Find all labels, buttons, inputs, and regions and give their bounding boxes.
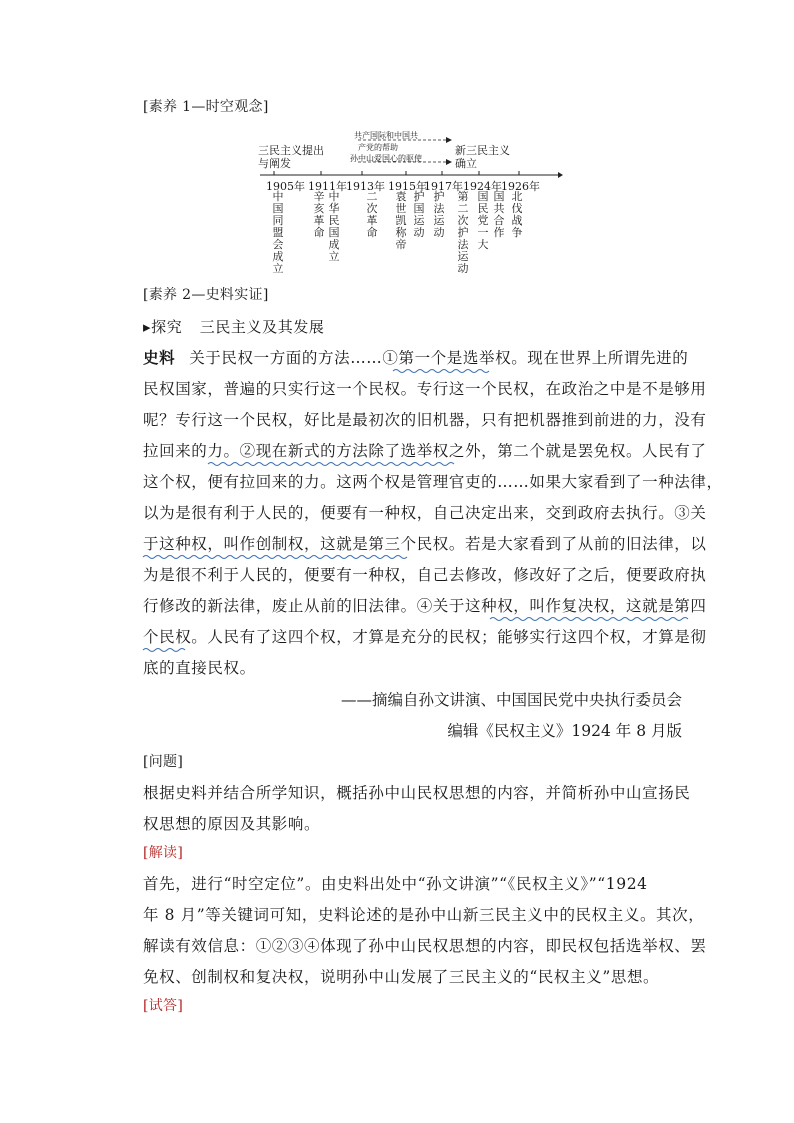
timeline-event: 辛亥革命	[313, 190, 325, 239]
source-line: 民权国家，普遍的只实行这一个民权。专行这一个民权，在政治之中是不是够用	[143, 380, 707, 398]
timeline-label-left-1: 三民主义提出	[258, 144, 324, 157]
section2-heading: [素养 2—史料实证]	[143, 287, 269, 303]
source-line: 这个权，便有拉回来的力。这两个权是管理官吏的……如果大家看到了一种法律，	[143, 473, 723, 491]
interpretation-line: 年 8 月”等关键词可知，史料论述的是孙中山新三民主义中的民权主义。其次，	[143, 906, 705, 924]
timeline-label-middle-3: 孙中山爱国心的驱使	[350, 154, 422, 163]
timeline-year: 1913年	[346, 180, 385, 193]
timeline-event: 护国运动	[413, 190, 425, 239]
source-label: 史料	[143, 348, 176, 367]
timeline-event: 国民党一大	[477, 190, 489, 251]
section1-heading: [素养 1—时空观念]	[143, 99, 269, 115]
source-line: 个民权。人民有了这四个权，才算是充分的民权；能够实行这四个权，才算是彻	[143, 628, 707, 646]
timeline-label-middle-1: 共产国际和中国共	[354, 131, 418, 140]
timeline-event: 二次革命	[366, 190, 378, 239]
question-line: 权思想的原因及其影响。	[143, 815, 321, 833]
timeline-year: 1924年	[463, 180, 502, 193]
source-line: 拉回来的力。②现在新式的方法除了选举权之外，第二个就是罢免权。人民有了	[143, 442, 707, 460]
timeline-event: 中国同盟会成立	[272, 190, 284, 275]
interpretation-line: 解读有效信息：①②③④体现了孙中山民权思想的内容，即民权包括选举权、罢	[143, 937, 707, 955]
source-line: 行修改的新法律，废止从前的旧法律。④关于这种权，叫作复决权，这就是第四	[143, 597, 707, 615]
timeline-label-right-1: 新三民主义	[455, 144, 510, 157]
source-line: 底的直接民权。	[143, 659, 256, 677]
question-line: 根据史料并结合所学知识，概括孙中山民权思想的内容，并简析孙中山宣扬民	[143, 784, 691, 802]
question-label: [问题]	[143, 754, 184, 770]
interpretation-label: [解读]	[143, 845, 184, 861]
explore-title: 三民主义及其发展	[199, 318, 325, 336]
timeline-year: 1911年	[308, 180, 347, 193]
timeline-event: 袁世凯称帝	[395, 190, 407, 251]
timeline-label-left-2: 与阐发	[258, 157, 291, 170]
timeline-event: 国共合作	[493, 190, 505, 239]
timeline-event: 中华民国成立	[328, 190, 340, 263]
timeline-year: 1905年	[266, 180, 305, 193]
timeline-year: 1917年	[424, 180, 463, 193]
source-line: 为是很不利于人民的，便要有一种权，自己去修改，修改好了之后，便要政府执	[143, 566, 707, 584]
interpretation-line: 免权、创制权和复决权，说明孙中山发展了三民主义的“民权主义”思想。	[143, 968, 660, 986]
timeline-event: 北伐战争	[511, 190, 523, 239]
answer-label: [试答]	[143, 998, 184, 1014]
source-line: 史料 关于民权一方面的方法……①第一个是选举权。现在世界上所谓先进的	[143, 348, 689, 367]
explore-marker: ▸探究	[143, 318, 183, 336]
timeline-event: 第二次护法运动	[457, 190, 469, 275]
citation-line-2: 编辑《民权主义》1924 年 8 月版	[447, 722, 682, 740]
citation-line-1: ——摘编自孙文讲演、中国国民党中央执行委员会	[340, 691, 682, 709]
source-line: 于这种权，叫作创制权，这就是第三个民权。若是大家看到了从前的旧法律，以	[143, 535, 707, 553]
interpretation-line: 首先，进行“时空定位”。由史料出处中“孙文讲演”“《民权主义》”“1924	[143, 875, 648, 893]
timeline-label-middle-2: 产党的帮助	[358, 143, 398, 152]
timeline-year: 1915年	[388, 180, 427, 193]
timeline-event: 护法运动	[433, 190, 445, 239]
timeline-year: 1926年	[501, 180, 540, 193]
source-line: 呢？专行这一个民权，好比是最初次的旧机器，只有把机器推到前进的力，没有	[143, 411, 707, 429]
source-line: 以为是很有利于人民的，便要有一种权，自己决定出来，交到政府去执行。③关	[143, 504, 707, 522]
timeline-label-right-2: 确立	[455, 157, 477, 170]
